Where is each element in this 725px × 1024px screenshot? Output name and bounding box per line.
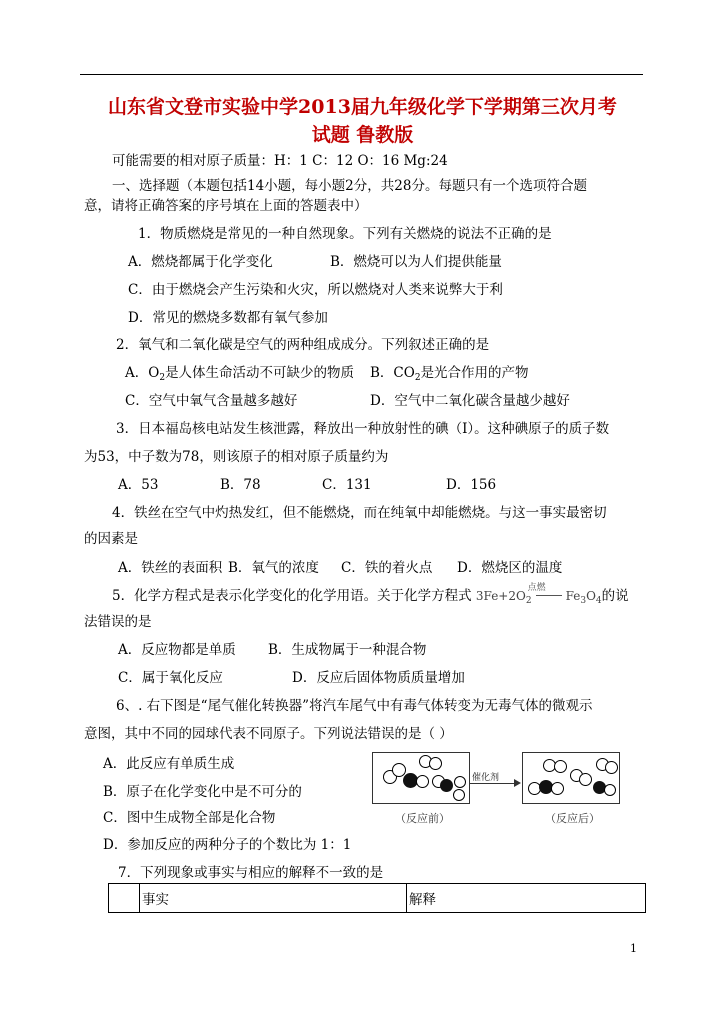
q5-option-b: B．生成物属于一种混合物 [268, 642, 427, 658]
q6-option-d: D．参加反应的两种分子的个数比为 1：1 [103, 837, 352, 853]
section1-instructions-line1: 一、选择题（本题包括14小题，每小题2分，共28分。每题只有一个选项符合题 [112, 178, 587, 194]
q7-facts-table [108, 883, 646, 913]
q5-option-a: A．反应物都是单质 [118, 642, 236, 658]
q3-stem-line2: 为53，中子数为78，则该原子的相对原子质量约为 [84, 449, 389, 465]
q5-stem-line1: 5．化学方程式是表示化学变化的化学用语。关于化学方程式 $3Fe+2O_2$ 点燃 $Fe_3O_4$的说 [112, 584, 629, 606]
q6-option-a: A．此反应有单质生成 [103, 756, 235, 772]
q2-option-c: C．空气中氧气含量越多越好 [125, 393, 298, 409]
q5-option-c: C．属于氧化反应 [118, 670, 223, 686]
page-number: 1 [630, 942, 637, 955]
q6-option-c: C．图中生成物全部是化合物 [103, 810, 276, 826]
white-atom [605, 761, 618, 774]
q3-option-a: A．53 [118, 477, 159, 493]
white-atom [579, 773, 592, 786]
diagram-arrow-head [514, 779, 521, 787]
q3-option-b: B．78 [220, 477, 261, 493]
white-atom [551, 782, 564, 795]
q4-stem-line1: 4．铁丝在空气中灼热发红，但不能燃烧，而在纯氧中却能燃烧。与这一事实最密切 [112, 505, 607, 521]
before-reaction-label: （反应前） [395, 812, 450, 825]
white-atom [416, 775, 429, 788]
white-atom [554, 760, 567, 773]
q5-option-d: D．反应后固体物质质量增加 [292, 670, 465, 686]
q1-stem: 1．物质燃烧是常见的一种自然现象。下列有关燃烧的说法不正确的是 [138, 226, 552, 242]
table-header-cell-index [109, 884, 140, 913]
q5-chemical-equation: $3Fe+2O_2$ 点燃 $Fe_3O_4$ [476, 589, 602, 606]
header-rule [80, 74, 643, 75]
atomic-masses: 可能需要的相对原子质量：H：1 C：12 O：16 Mg:24 [112, 153, 448, 169]
q1-option-a: A．燃烧都属于化学变化 [128, 254, 273, 270]
document-title-line1: 山东省文登市实验中学2013届九年级化学下学期第三次月考 [108, 96, 617, 118]
q7-stem: 7．下列现象或事实与相应的解释不一致的是 [118, 865, 384, 881]
q3-option-d: D．156 [446, 477, 497, 493]
white-atom [604, 784, 616, 796]
q4-option-c: C．铁的着火点 [341, 560, 433, 576]
catalyst-label: 催化剂 [472, 773, 500, 783]
q4-option-b: B．氧气的浓度 [228, 560, 319, 576]
q4-option-d: D．燃烧区的温度 [457, 560, 563, 576]
q1-option-c: C．由于燃烧会产生污染和火灾，所以燃烧对人类来说弊大于利 [128, 282, 503, 298]
after-reaction-label: （反应后） [545, 812, 600, 825]
q2-option-d: D．空气中二氧化碳含量越少越好 [370, 393, 570, 409]
document-title-line2: 试题 鲁教版 [311, 124, 414, 146]
table-header-cell-fact: 事实 [140, 884, 407, 913]
q3-stem-line1: 3．日本福岛核电站发生核泄露，释放出一种放射性的碘（I）。这种碘原子的质子数 [116, 421, 610, 437]
q6-option-b: B．原子在化学变化中是不可分的 [103, 784, 302, 800]
q2-option-a: A．$O_2$是人体生命活动不可缺少的物质 [125, 365, 355, 383]
after-reaction-box [522, 752, 620, 804]
q5-stem-line2: 法错误的是 [84, 614, 152, 630]
white-atom [453, 789, 465, 801]
table-header-cell-explanation: 解释 [407, 884, 646, 913]
white-atom [429, 757, 442, 770]
q5-equation-condition: 点燃 [527, 583, 546, 593]
q2-option-b: B．$CO_2$是光合作用的产物 [370, 365, 529, 383]
white-atom [454, 776, 466, 788]
q1-option-b: B．燃烧可以为人们提供能量 [330, 254, 502, 270]
reaction-arrow [536, 595, 562, 596]
section1-instructions-line2: 意，请将正确答案的序号填在上面的答题表中） [84, 198, 368, 214]
diagram-arrow-line [470, 783, 518, 784]
q3-option-c: C．131 [322, 477, 372, 493]
q2-stem: 2．氧气和二氧化碳是空气的两种组成成分。下列叙述正确的是 [116, 337, 490, 353]
q4-option-a: A．铁丝的表面积 [118, 560, 223, 576]
q1-option-d: D．常见的燃烧多数都有氧气参加 [128, 310, 328, 326]
black-atom [440, 779, 453, 792]
q6-stem-line1: 6、. 右下图是“尾气催化转换器”将汽车尾气中有毒气体转变为无毒气体的微观示 [116, 698, 593, 714]
before-reaction-box [372, 752, 470, 804]
q6-stem-line2: 意图，其中不同的园球代表不同原子。下列说法错误的是（ ） [84, 726, 453, 742]
table-header-row [109, 884, 646, 913]
q4-stem-line2: 的因素是 [84, 531, 138, 547]
